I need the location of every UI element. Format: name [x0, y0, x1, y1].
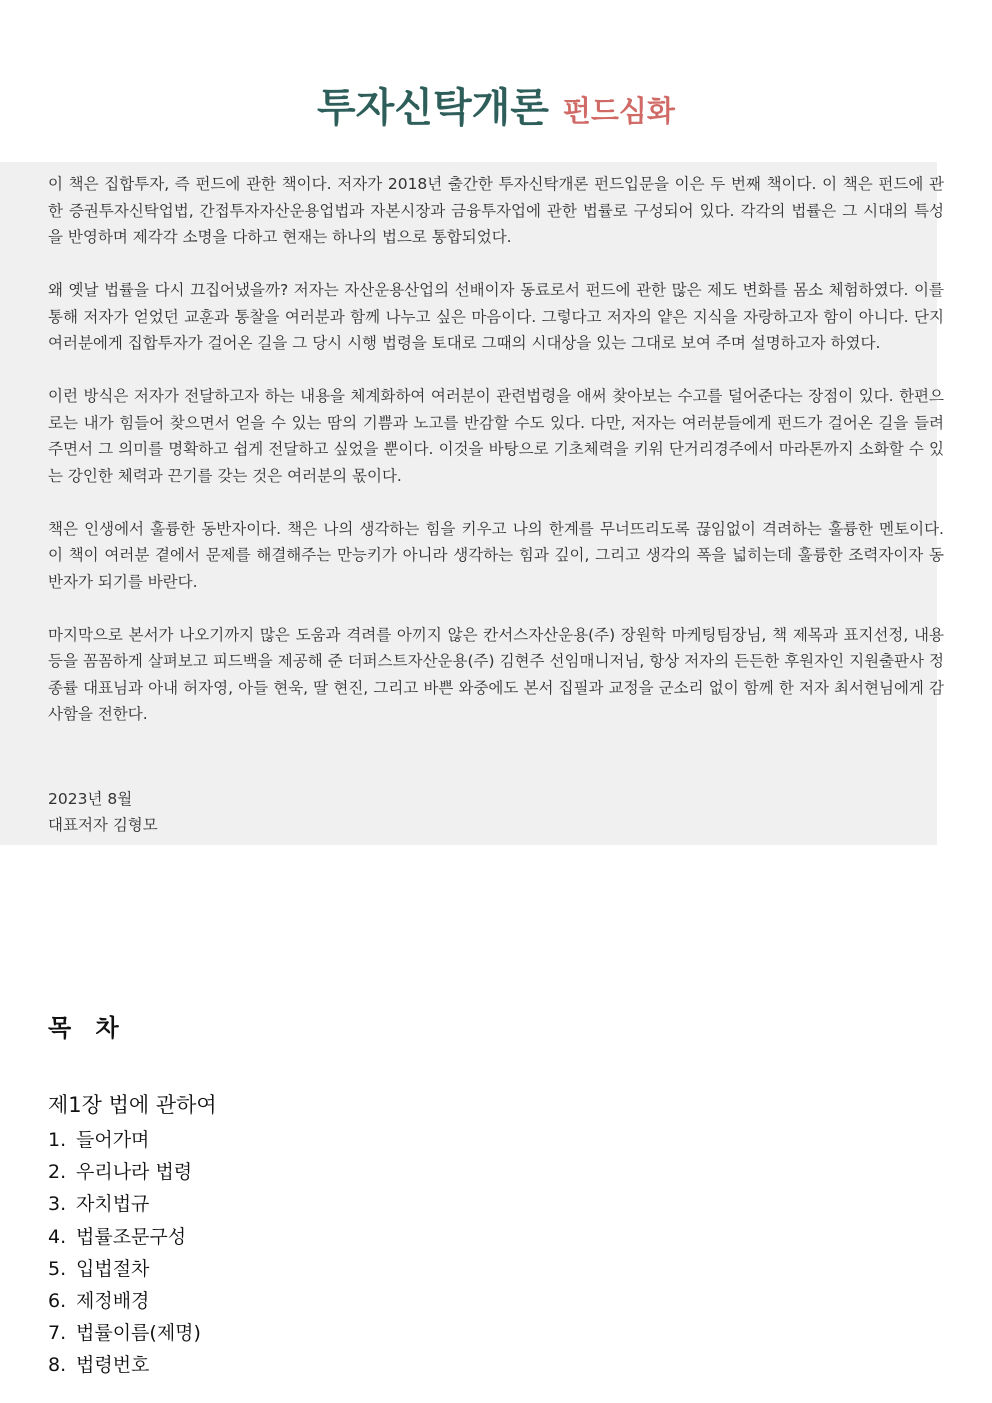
preface-paragraph: 왜 옛날 법률을 다시 끄집어냈을까? 저자는 자산운용산업의 선배이자 동료로서 펀드에 관한 많은 제도 변화를 몸소 체험하였다. 이를 통해 저자가 얻었던 교훈과 통찰을 여러분과 함께 나누고 싶은 마음이다. 그렇다고 저자의 얕은 지식을 자랑하고자 함이 아니다. 단지 여러분에게 집합투자가 걸어온 길을 그 당시 시행 법령을 토대로 그때의 시대상을 있는 그대로 보여 주며 설명하고자 하였다.: [48, 281, 944, 352]
toc-item-number: 3.: [48, 1193, 67, 1216]
preface-paragraph: 이 책은 집합투자, 즉 펀드에 관한 책이다. 저자가 2018년 출간한 투자신탁개론 펀드입문을 이은 두 번째 책이다. 이 책은 펀드에 관한 증권투자신탁업법, 간접투자자산운용업법과 자본시장과 금융투자업에 관한 법률로 구성되어 있다. 각각의 법률은 그 시대의 특성을 반영하며 제각각 소명을 다하고 현재는 하나의 법으로 통합되었다.: [48, 175, 944, 246]
toc-item-label: 자치법규: [76, 1193, 150, 1216]
toc-item-number: 4.: [48, 1225, 67, 1248]
toc-item-label: 법령번호: [76, 1354, 150, 1377]
preface-signature: [48, 786, 158, 838]
toc-item[interactable]: [48, 1253, 201, 1285]
toc-list: [48, 1124, 201, 1382]
toc-item-number: 8.: [48, 1354, 67, 1377]
toc-item-label: 제정배경: [76, 1290, 150, 1313]
toc-item[interactable]: [48, 1349, 201, 1381]
book-title: 투자신탁개론: [317, 85, 549, 131]
preface-body: [48, 171, 944, 754]
toc-item-label: 법률이름(제명): [76, 1322, 201, 1345]
toc-item[interactable]: [48, 1285, 201, 1317]
preface-date: 2023년 8월: [48, 790, 133, 808]
preface-paragraph: 이런 방식은 저자가 전달하고자 하는 내용을 체계화하여 여러분이 관련법령을 애써 찾아보는 수고를 덜어준다는 장점이 있다. 한편으로는 내가 힘들어 찾으면서 얻을 수 있는 땀의 기쁨과 노고를 반감할 수도 있다. 다만, 저자는 여러분들에게 펀드가 걸어온 길을 들려주면서 그 의미를 명확하고 쉽게 전달하고 싶었을 뿐이다. 이것을 바탕으로 기초체력을 키워 단거리경주에서 마라톤까지 소화할 수 있는 강인한 체력과 끈기를 갖는 것은 여러분의 몫이다.: [48, 387, 944, 485]
preface-paragraph: 마지막으로 본서가 나오기까지 많은 도움과 격려를 아끼지 않은 칸서스자산운용(주) 장원학 마케팅팀장님, 책 제목과 표지선정, 내용 등을 꼼꼼하게 살펴보고 피드백을 제공해 준 더퍼스트자산운용(주) 김현주 선임매니저님, 항상 저자의 든든한 후원자인 지원출판사 정종률 대표님과 아내 허자영, 아들 현욱, 딸 현진, 그리고 바쁜 와중에도 본서 집필과 교정을 군소리 없이 함께 한 저자 최서현님에게 감사함을 전한다.: [48, 625, 944, 723]
toc-item[interactable]: [48, 1221, 201, 1253]
toc-item-number: 5.: [48, 1257, 67, 1280]
toc-heading: 목 차: [48, 1014, 127, 1042]
preface-author: 대표저자 김형모: [48, 816, 158, 834]
toc-item-label: 법률조문구성: [76, 1225, 187, 1248]
toc-item-label: 들어가며: [76, 1129, 150, 1151]
toc-item[interactable]: [48, 1317, 201, 1349]
toc-item-number: 7.: [48, 1322, 67, 1345]
toc-item[interactable]: [48, 1124, 201, 1156]
toc-item-label: 우리나라 법령: [76, 1161, 193, 1184]
toc-item-number: 6.: [48, 1290, 67, 1313]
toc-item[interactable]: [48, 1156, 201, 1188]
toc-chapter-title: 제1장 법에 관하여: [48, 1093, 217, 1117]
toc-item-number: 2.: [48, 1161, 67, 1184]
toc-item[interactable]: [48, 1188, 201, 1220]
book-title-row: [0, 76, 992, 133]
toc-item-number: 1.: [48, 1129, 67, 1151]
toc-item-label: 입법절차: [76, 1257, 150, 1280]
preface-paragraph: 책은 인생에서 훌륭한 동반자이다. 책은 나의 생각하는 힘을 키우고 나의 한계를 무너뜨리도록 끊임없이 격려하는 훌륭한 멘토이다. 이 책이 여러분 곁에서 문제를 해결해주는 만능키가 아니라 생각하는 힘과 깊이, 그리고 생각의 폭을 넓히는데 훌륭한 조력자이자 동반자가 되기를 바란다.: [48, 519, 944, 591]
book-subtitle: 펀드심화: [562, 94, 675, 128]
